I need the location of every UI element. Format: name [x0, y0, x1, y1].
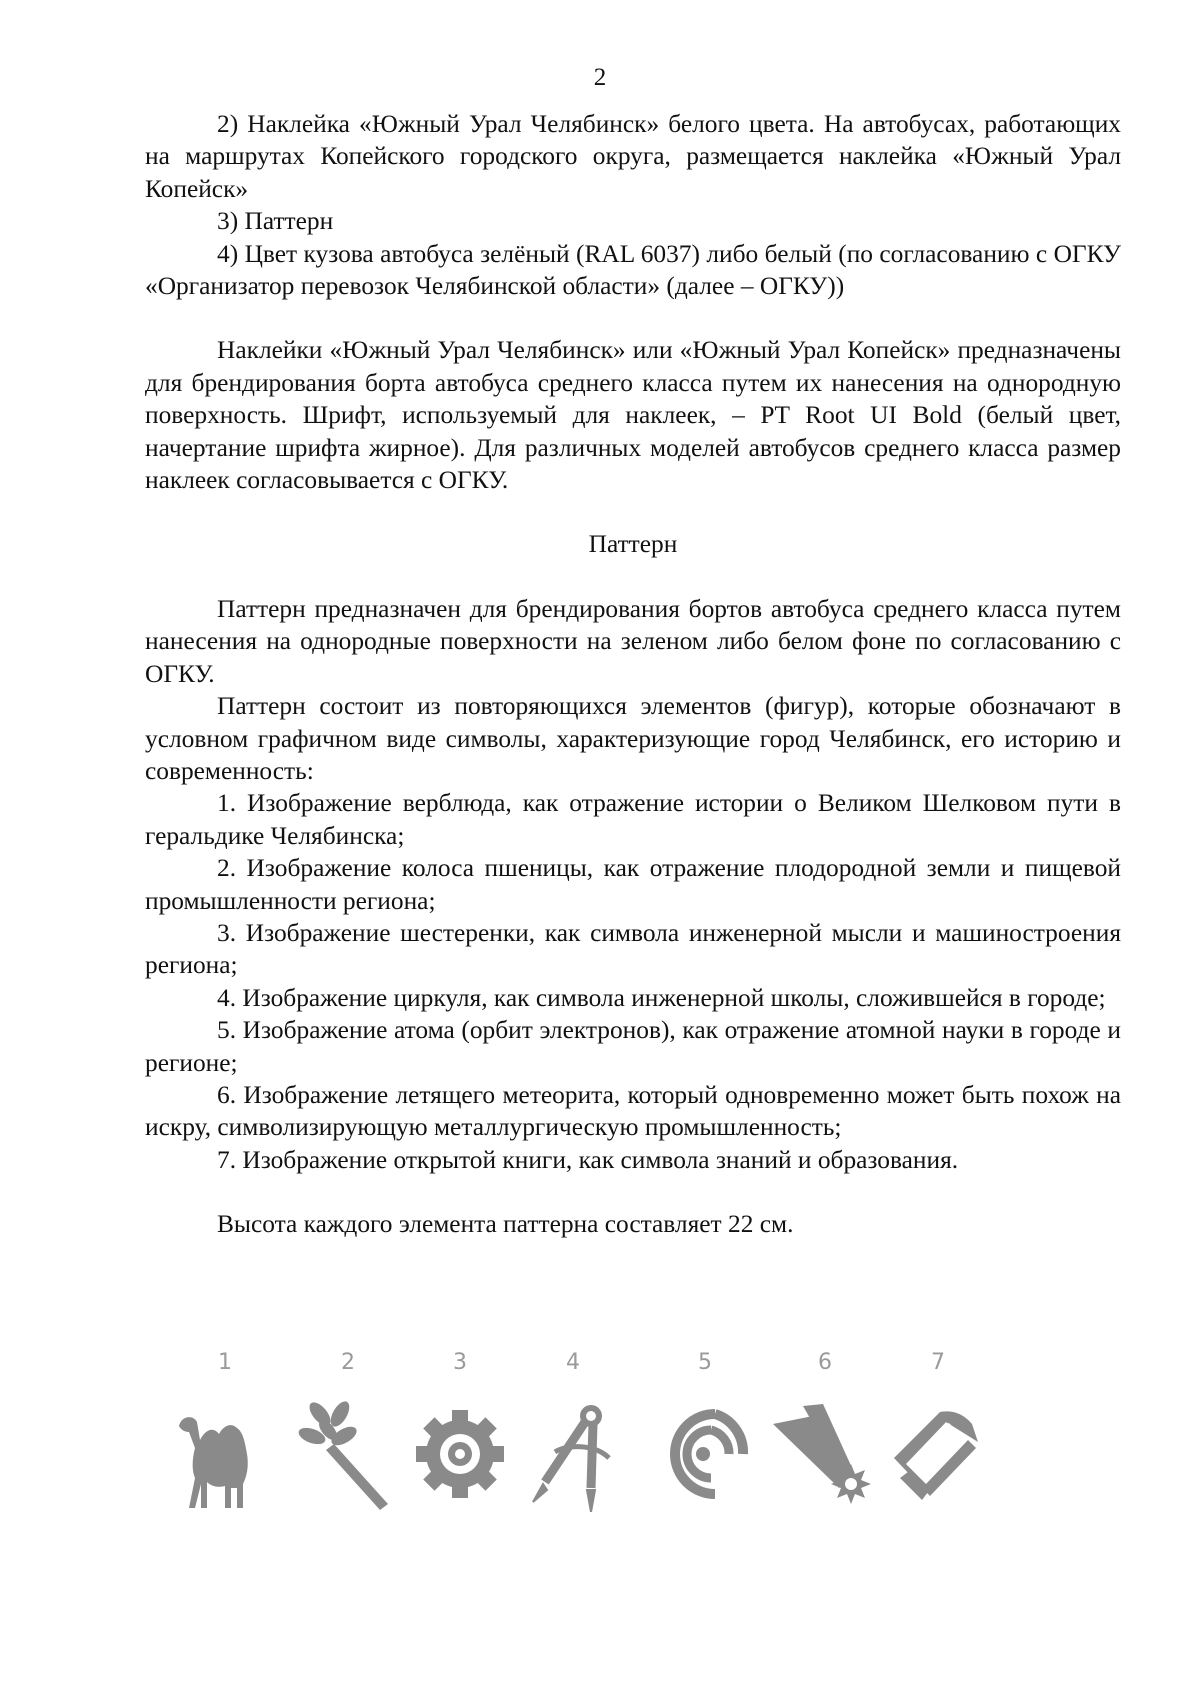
pattern-element-item: 1. Изображение верблюда, как отражение истории о Великом Шелковом пути в геральдике Челябинска;	[145, 789, 1121, 850]
section-title: Паттерн	[588, 530, 678, 559]
pattern-element-item: 2. Изображение колоса пшеницы, как отражение плодородной земли и пищевой промышленности региона;	[145, 854, 1121, 915]
compass-icon	[521, 1392, 625, 1512]
pattern-icon-cell	[513, 1350, 633, 1520]
list-item: 3) Паттерн	[217, 207, 334, 236]
stickers-paragraph: Наклейки «Южный Урал Челябинск» или «Южный Урал Копейск» предназначены для брендирования борта автобуса среднего класса путем их нанесения на однородную поверхность. Шрифт, используемый для наклеек, – PT Root UI Bold (белый цвет, начертание шрифта жирное). Для различных моделей автобусов среднего класса размер наклеек согласовывается с ОГКУ.	[145, 336, 1121, 495]
pattern-icon-cell	[165, 1350, 285, 1520]
pattern-element-item: 4. Изображение циркуля, как символа инженерной школы, сложившейся в городе;	[217, 983, 1106, 1012]
gear-icon	[408, 1392, 512, 1512]
icon-number: 1	[218, 1350, 232, 1375]
pattern-element-item: 7. Изображение открытой книги, как символа знаний и образования.	[217, 1145, 959, 1174]
pattern-element-item: 5. Изображение атома (орбит электронов), как отражение атомной науки в городе и регионе;	[145, 1016, 1121, 1077]
pattern-icon-cell	[878, 1350, 998, 1520]
page-number: 2	[593, 64, 607, 91]
icon-number: 2	[341, 1350, 355, 1375]
camel-icon	[173, 1392, 277, 1512]
atom-orbits-icon	[653, 1392, 757, 1512]
pattern-icons-row	[160, 1350, 1140, 1520]
pattern-icon-cell	[288, 1350, 408, 1520]
icon-number: 6	[818, 1350, 832, 1375]
wheat-ear-icon	[296, 1392, 400, 1512]
meteorite-icon	[773, 1392, 877, 1512]
open-book-icon	[886, 1392, 990, 1512]
height-note: Высота каждого элемента паттерна составляет 22 см.	[217, 1210, 794, 1239]
pattern-element-item: 6. Изображение летящего метеорита, который одновременно может быть похож на искру, символизирующую металлургическую промышленность;	[145, 1080, 1121, 1142]
icon-number: 4	[566, 1350, 580, 1375]
pattern-element-item: 3. Изображение шестеренки, как символа инженерной мысли и машиностроения региона;	[145, 918, 1121, 980]
list-item: 2) Наклейка «Южный Урал Челябинск» белого цвета. На автобусах, работающих на маршрутах Копейского городского округа, размещается наклейка «Южный Урал Копейск»	[145, 110, 1121, 203]
pattern-icon-cell	[765, 1350, 885, 1520]
document-body	[145, 108, 1121, 1241]
pattern-icon-cell	[400, 1350, 520, 1520]
list-item: 4) Цвет кузова автобуса зелёный (RAL 6037) либо белый (по согласованию с ОГКУ «Организатор перевозок Челябинской области» (далее – ОГКУ))	[145, 239, 1121, 301]
pattern-intro-paragraph: Паттерн состоит из повторяющихся элементов (фигур), которые обозначают в условном графичном виде символы, характеризующие город Челябинск, его историю и современность:	[145, 692, 1121, 785]
pattern-icon-cell	[645, 1350, 765, 1520]
icon-number: 3	[453, 1350, 467, 1375]
icon-number: 7	[931, 1350, 945, 1375]
pattern-intro-paragraph: Паттерн предназначен для брендирования бортов автобуса среднего класса путем нанесения на однородные поверхности на зеленом либо белом фоне по согласованию с ОГКУ.	[145, 594, 1121, 688]
icon-number: 5	[698, 1350, 712, 1375]
